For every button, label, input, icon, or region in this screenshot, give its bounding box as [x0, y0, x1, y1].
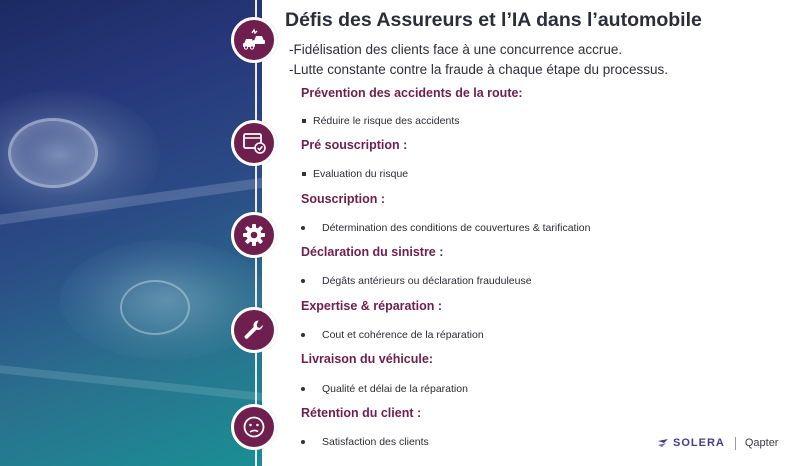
browser-check-icon	[231, 120, 277, 166]
solera-mark-icon	[657, 437, 669, 449]
section-bullet	[301, 436, 429, 448]
logo-divider	[735, 437, 736, 450]
bullet-text: Cout et cohérence de la réparation	[322, 329, 484, 341]
wrench-icon	[231, 307, 277, 353]
section-title: Rétention du client :	[301, 406, 422, 420]
bullet-marker	[301, 333, 305, 337]
bullet-text: Evaluation du risque	[313, 168, 409, 180]
slide-title: Défis des Assureurs et l’IA dans l’automobile	[285, 9, 702, 31]
bullet-text: Satisfaction des clients	[322, 436, 429, 448]
section-title: Expertise & réparation :	[301, 299, 443, 313]
section-bullet	[301, 383, 468, 395]
brand-logo	[657, 434, 778, 452]
section-title: Livraison du véhicule:	[301, 352, 433, 366]
bullet-text: Réduire le risque des accidents	[313, 115, 460, 127]
bullet-marker	[301, 279, 305, 283]
bullet-marker	[302, 119, 306, 123]
gear-icon	[231, 212, 277, 258]
intro-line: -Fidélisation des clients face à une concurrence accrue.	[289, 42, 623, 57]
product-name: Qapter	[744, 437, 779, 449]
brand-name: SOLERA	[673, 437, 725, 449]
section-bullet	[301, 329, 484, 341]
bullet-marker	[302, 172, 306, 176]
bullet-text: Dégâts antérieurs ou déclaration frauduleuse	[322, 275, 532, 287]
section-bullet	[302, 168, 408, 180]
bullet-marker	[301, 387, 305, 391]
car-photo-background	[0, 0, 262, 466]
section-title: Souscription :	[301, 192, 386, 206]
bullet-text: Détermination des conditions de couvertures & tarification	[322, 222, 591, 234]
section-bullet	[301, 275, 532, 287]
bullet-marker	[301, 440, 305, 444]
section-title: Pré souscription :	[301, 138, 408, 152]
section-title: Déclaration du sinistre :	[301, 245, 444, 259]
worried-face-icon	[231, 404, 277, 450]
bullet-marker	[301, 226, 305, 230]
section-bullet	[301, 222, 590, 234]
section-title: Prévention des accidents de la route:	[301, 86, 523, 100]
section-bullet	[302, 115, 460, 127]
bullet-text: Qualité et délai de la réparation	[322, 383, 468, 395]
intro-line: -Lutte constante contre la fraude à chaque étape du processus.	[289, 62, 669, 77]
car-crash-icon	[231, 17, 277, 63]
